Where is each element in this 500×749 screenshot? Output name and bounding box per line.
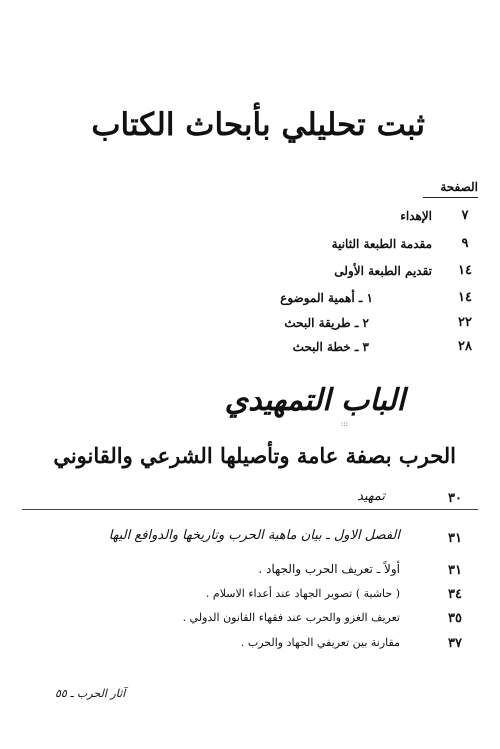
entry-page-number: ٣٧ xyxy=(448,636,462,651)
entry-page-number: ٣١ xyxy=(448,563,462,578)
toc-page-number: ١٤ xyxy=(458,290,472,305)
entry-text: تعريف الغزو والحرب عند فقهاء القانون الدولي . xyxy=(182,611,400,624)
toc-entry: ٢ ـ طريقة البحث xyxy=(284,316,369,330)
chapter-title: الباب التمهيدي xyxy=(224,383,405,418)
entry-text: مقارنة بين تعريفي الجهاد والحرب . xyxy=(240,636,400,649)
entry-text: ( حاشية ) تصوير الجهاد عند أعداء الاسلام . xyxy=(205,587,400,600)
chapter-ornament: ::: xyxy=(340,420,348,428)
toc-entry: ٣ ـ خطة البحث xyxy=(292,340,369,354)
toc-entry: مقدمة الطبعة الثانية xyxy=(331,237,432,251)
entry-page-number: ٣٤ xyxy=(448,587,462,602)
entry-text: أولاً ـ تعريف الحرب والجهاد . xyxy=(258,562,400,576)
toc-page-number: ٢٢ xyxy=(458,315,472,330)
toc-entry: تقديم الطبعة الأولى xyxy=(334,264,432,278)
toc-page-number: ٩ xyxy=(461,236,469,251)
toc-page-number: ١٤ xyxy=(458,263,472,278)
page-title: ثبت تحليلي بأبحاث الكتاب xyxy=(91,107,425,143)
entry-page-number: ٣٥ xyxy=(448,611,462,626)
entry-text: الفصل الاول ـ بيان ماهية الحرب وتاريخها والدوافع اليها xyxy=(108,528,400,543)
toc-page-number: ٢٨ xyxy=(458,339,472,354)
chapter-subtitle: الحرب بصفة عامة وتأصيلها الشرعي والقانوني xyxy=(53,443,456,468)
toc-entry: ١ ـ أهمية الموضوع xyxy=(280,291,373,305)
entry-page-number: ٣٠ xyxy=(448,491,462,506)
page-footer: آثار الحرب ـ ٥٥ xyxy=(55,687,126,700)
entry-page-number: ٣١ xyxy=(448,531,462,546)
entry-text: تمهيد xyxy=(357,489,385,504)
toc-page-number: ٧ xyxy=(461,208,469,223)
page-column-header: الصفحة xyxy=(423,180,478,198)
toc-entry: الإهداء xyxy=(400,209,432,223)
section-divider xyxy=(22,509,478,510)
